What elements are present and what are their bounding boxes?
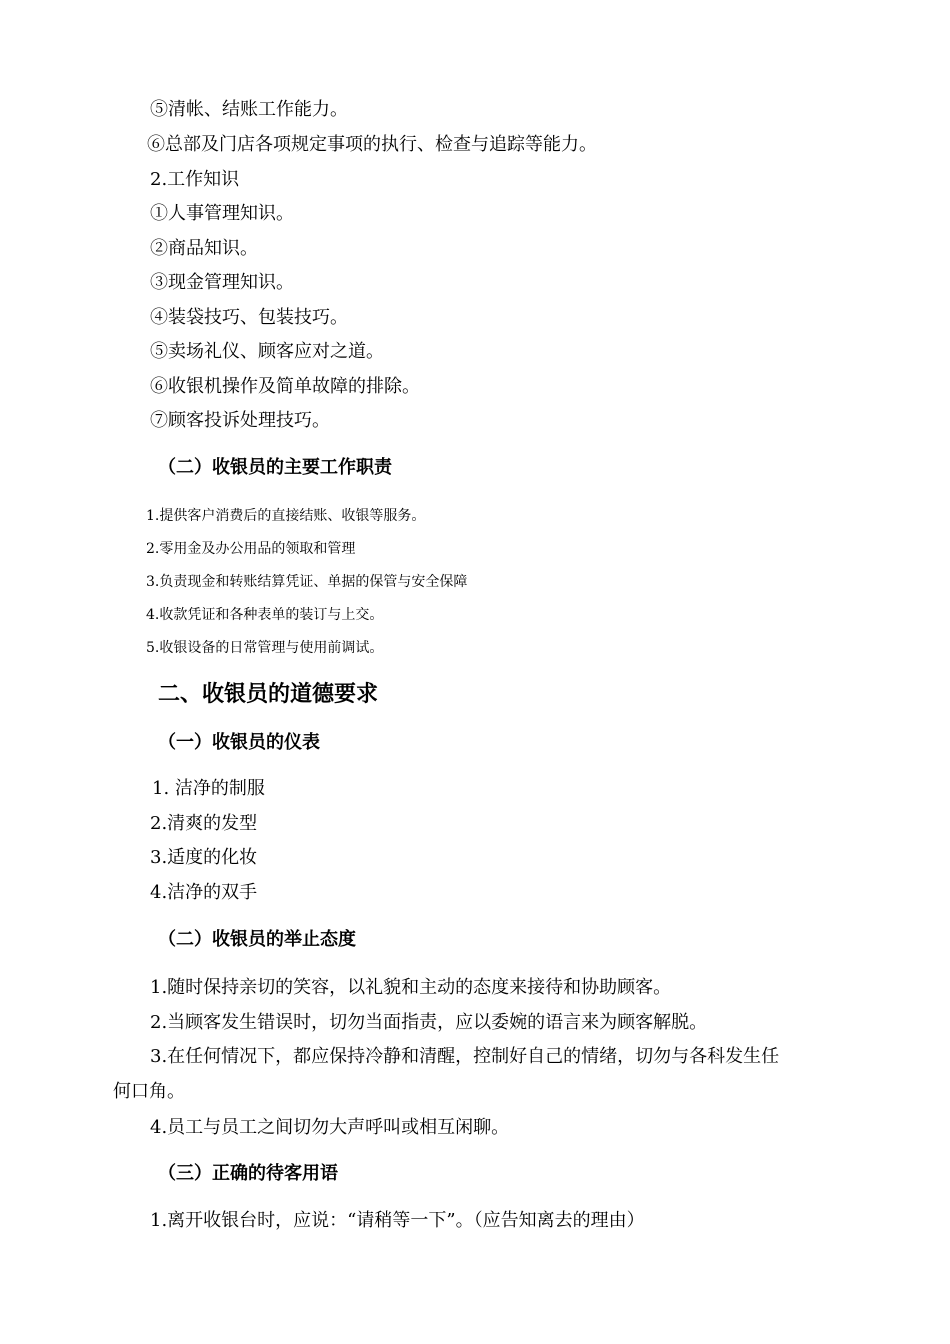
duty-item-5: 5.收银设备的日常管理与使用前调试。 [146, 640, 384, 656]
phrases-heading: （三）正确的待客用语 [158, 1163, 338, 1184]
behavior-item-1: 1.随时保持亲切的笑容，以礼貌和主动的态度来接待和协助顾客。 [150, 977, 672, 998]
duties-heading: （二）收银员的主要工作职责 [158, 457, 392, 478]
knowledge-item-3: ③现金管理知识。 [150, 272, 294, 293]
behavior-item-3: 3.在任何情况下，都应保持冷静和清醒，控制好自己的情绪，切勿与各科发生任 [150, 1046, 780, 1067]
appearance-item-3: 3.适度的化妆 [150, 847, 258, 868]
skill-item-5: ⑤清帐、结账工作能力。 [150, 99, 348, 120]
appearance-item-4: 4.洁净的双手 [150, 882, 258, 903]
appearance-item-2: 2.清爽的发型 [150, 813, 258, 834]
behavior-item-2: 2.当顾客发生错误时，切勿当面指责，应以委婉的语言来为顾客解脱。 [150, 1012, 708, 1033]
phrase-item-1: 1.离开收银台时，应说：“请稍等一下”。（应告知离去的理由） [150, 1210, 645, 1231]
appearance-heading: （一）收银员的仪表 [158, 732, 320, 753]
duty-item-4: 4.收款凭证和各种表单的装订与上交。 [146, 607, 384, 623]
knowledge-item-2: ②商品知识。 [150, 238, 258, 259]
skill-item-6: ⑥总部及门店各项规定事项的执行、检查与追踪等能力。 [147, 134, 597, 155]
knowledge-item-5: ⑤卖场礼仪、顾客应对之道。 [150, 341, 384, 362]
knowledge-item-1: ①人事管理知识。 [150, 203, 294, 224]
knowledge-item-7: ⑦顾客投诉处理技巧。 [150, 410, 330, 431]
knowledge-heading: 2.工作知识 [150, 169, 240, 190]
behavior-item-4: 4.员工与员工之间切勿大声呼叫或相互闲聊。 [150, 1117, 510, 1138]
behavior-heading: （二）收银员的举止态度 [158, 929, 356, 950]
appearance-item-1: 1. 洁净的制服 [152, 778, 265, 799]
duty-item-1: 1.提供客户消费后的直接结账、收银等服务。 [146, 508, 426, 524]
duty-item-3: 3.负责现金和转账结算凭证、单据的保管与安全保障 [146, 574, 468, 590]
knowledge-item-4: ④装袋技巧、包装技巧。 [150, 307, 348, 328]
section-heading-ethics: 二、收银员的道德要求 [158, 682, 379, 707]
behavior-item-3-continued: 何口角。 [113, 1081, 185, 1102]
knowledge-item-6: ⑥收银机操作及简单故障的排除。 [150, 376, 420, 397]
duty-item-2: 2.零用金及办公用品的领取和管理 [146, 541, 356, 557]
